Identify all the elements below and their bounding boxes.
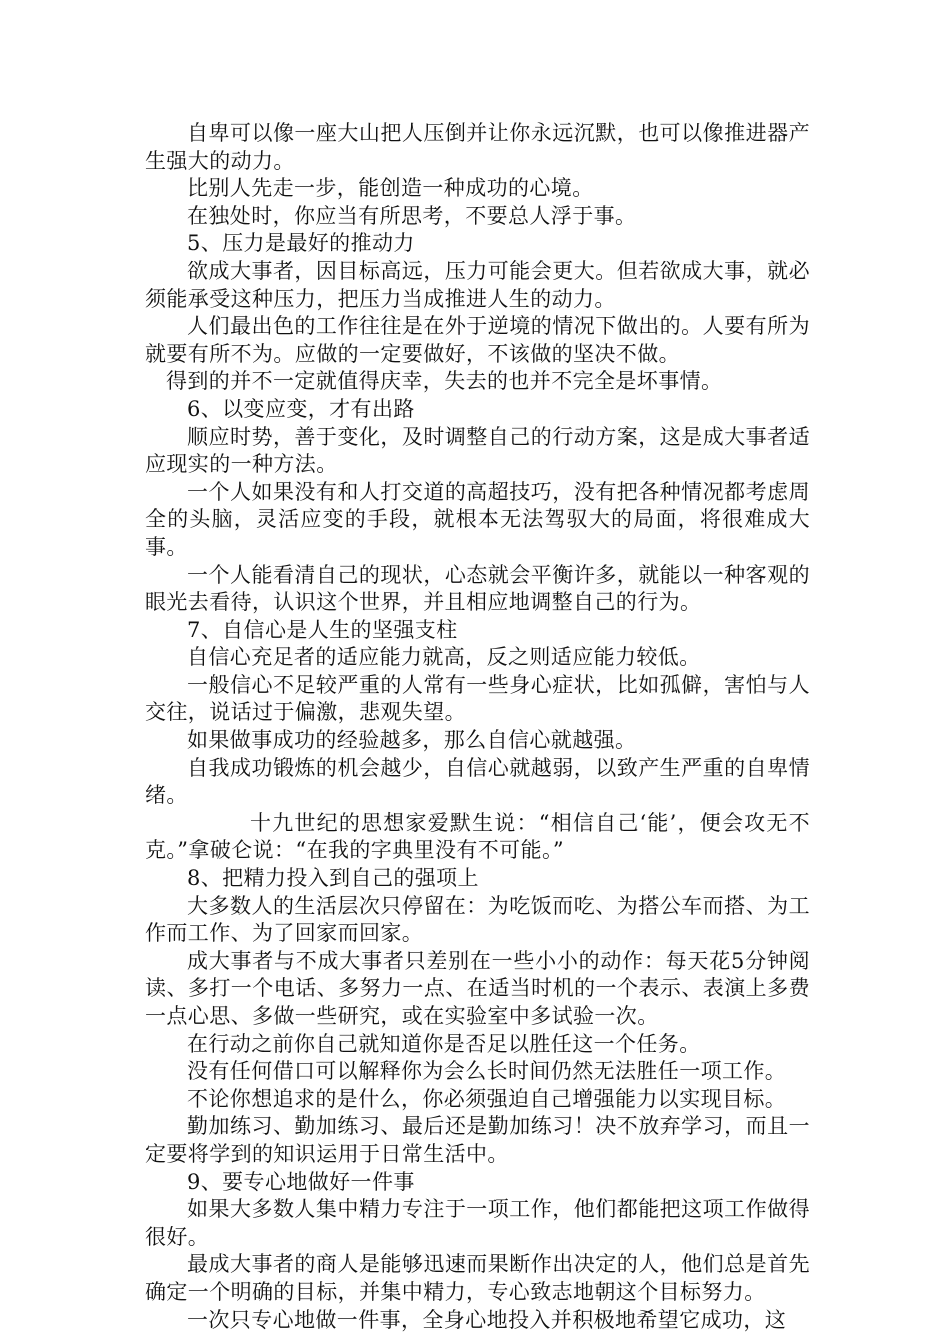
document-page [145,120,810,1334]
paragraph: 自信心充足者的适应能力就高，反之则适应能力较低。 [187,645,701,670]
paragraph: 得到的并不一定就值得庆幸，失去的也并不完全是坏事情。 [166,369,723,394]
section-heading: 6、以变应变，才有出路 [187,396,415,421]
section-heading: 5、压力是最好的推动力 [187,231,415,256]
paragraph: 一般信心不足较严重的人常有一些身心症状，比如孤僻，害怕与人交往，说话过于偏激，悲观失望。 [145,672,810,725]
quote-paragraph: 十九世纪的思想家爱默生说：“相信自己‘能’，便会攻无不克。”拿破仑说：“在我的字典里没有不可能。” [145,810,810,863]
paragraph: 如果做事成功的经验越多，那么自信心就越强。 [187,728,637,753]
paragraph: 勤加练习、勤加练习、最后还是勤加练习！决不放弃学习，而且一定要将学到的知识运用于日常生活中。 [145,1114,810,1166]
paragraph: 比别人先走一步，能创造一种成功的心境。 [187,176,594,201]
paragraph: 在行动之前你自己就知道你是否足以胜任这一个任务。 [187,1031,701,1056]
paragraph: 顺应时势，善于变化，及时调整自己的行动方案，这是成大事者适应现实的一种方法。 [145,424,810,477]
paragraph: 大多数人的生活层次只停留在：为吃饭而吃、为搭公车而搭、为工作而工作、为了回家而回家。 [145,893,810,946]
paragraph: 在独处时，你应当有所思考，不要总人浮于事。 [187,203,637,228]
paragraph: 自我成功锻炼的机会越少，自信心就越弱，以致产生严重的自卑情绪。 [145,755,810,808]
paragraph: 不论你想追求的是什么，你必须强迫自己增强能力以实现目标。 [187,1086,787,1111]
paragraph: 没有任何借口可以解释你为会么长时间仍然无法胜任一项工作。 [187,1059,787,1084]
section-heading: 8、把精力投入到自己的强项上 [187,866,479,891]
paragraph: 一个人能看清自己的现状，心态就会平衡许多，就能以一种客观的眼光去看待，认识这个世界，并且相应地调整自己的行为。 [145,562,810,615]
paragraph: 人们最出色的工作往往是在外于逆境的情况下做出的。人要有所为就要有所不为。应做的一定要做好，不该做的坚决不做。 [145,314,810,366]
paragraph: 一次只专心地做一件事，全身心地投入并积极地希望它成功，这 [187,1307,787,1332]
paragraph: 最成大事者的商人是能够迅速而果断作出决定的人，他们总是首先确定一个明确的目标，并集中精力，专心致志地朝这个目标努力。 [145,1252,810,1304]
paragraph: 自卑可以像一座大山把人压倒并让你永远沉默，也可以像推进器产生强大的动力。 [145,121,810,173]
section-heading: 9、要专心地做好一件事 [187,1169,415,1194]
section-heading: 7、自信心是人生的坚强支柱 [187,617,458,642]
paragraph: 一个人如果没有和人打交道的高超技巧，没有把各种情况都考虑周全的头脑，灵活应变的手段，就根本无法驾驭大的局面，将很难成大事。 [145,479,810,559]
paragraph: 成大事者与不成大事者只差别在一些小小的动作：每天花5分钟阅读、多打一个电话、多努力一点、在适当时机的一个表示、表演上多费一点心思、多做一些研究，或在实验室中多试验一次。 [145,948,810,1028]
paragraph: 欲成大事者，因目标高远，压力可能会更大。但若欲成大事，就必须能承受这种压力，把压力当成推进人生的动力。 [145,258,810,311]
paragraph: 如果大多数人集中精力专注于一项工作，他们都能把这项工作做得很好。 [145,1197,810,1249]
